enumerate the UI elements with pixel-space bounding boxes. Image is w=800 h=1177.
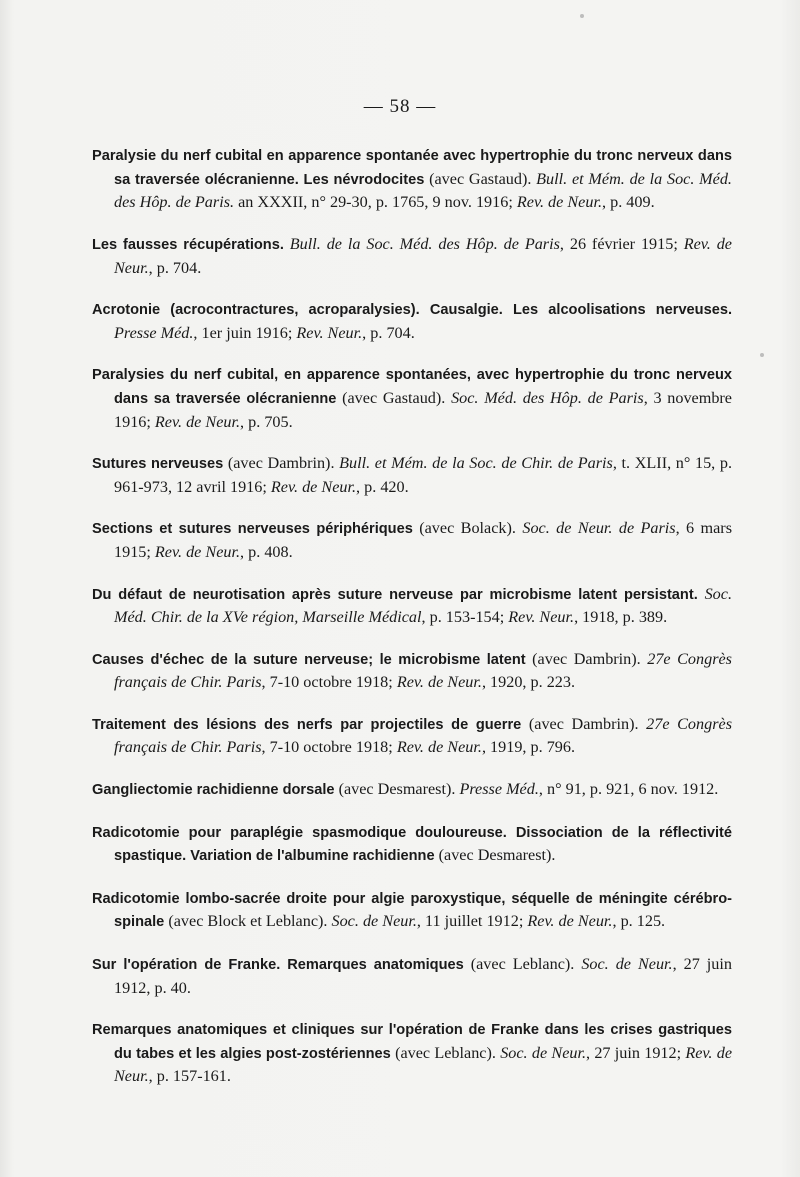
entry-journal: Rev. de Neur. — [154, 412, 241, 431]
page-number: — 58 — — [363, 96, 437, 117]
entry-reference: (avec Desmarest). — [338, 780, 460, 799]
speck-mark — [580, 14, 584, 18]
bibliography-entry — [92, 713, 732, 759]
entry-reference: , t. XLII, n° 15, p. 961-973, 12 avril 1916; — [114, 454, 732, 496]
bibliography-entry — [92, 648, 732, 694]
entry-reference: , 1920, p. 223. — [481, 673, 576, 692]
entry-title: Acrotonie (acrocontractures, acroparalysies). Causalgie. Les alcoolisations nerveuses. — [92, 302, 732, 319]
entry-title: Causes d'échec de la suture nerveuse; le microbisme latent — [92, 651, 533, 668]
bibliography-entry — [92, 583, 732, 629]
entry-journal: Soc. de Neur. — [331, 912, 417, 931]
entry-reference: (avec Leblanc). — [470, 955, 582, 974]
bibliography-entry — [92, 233, 732, 279]
entry-reference: , 7-10 octobre 1918; — [261, 673, 397, 692]
entry-reference: , 27 juin 1912; — [586, 1043, 686, 1062]
entry-reference: (avec Leblanc). — [395, 1043, 501, 1062]
entry-title: Paralysie du nerf cubital en apparence spontanée avec hypertrophie du tronc nerveux dans sa traversée olécranienne. Les névrodocites — [92, 148, 732, 188]
entry-journal: Rev. de Neur. — [396, 738, 482, 757]
bibliography-entry — [92, 363, 732, 433]
entry-reference: , p. 705. — [240, 412, 293, 431]
entry-journal: Rev. de Neur. — [114, 234, 732, 277]
entry-reference: , p. 704. — [362, 323, 415, 342]
entry-journal: Bull. et Mém. de la Soc. Méd. des Hôp. de Paris. — [114, 169, 732, 212]
bibliography-entry — [92, 452, 732, 498]
entry-journal: Bull. et Mém. de la Soc. de Chir. de Paris — [339, 454, 613, 473]
entry-journal: Presse Méd. — [114, 323, 194, 342]
entry-reference: , p. 408. — [240, 542, 293, 561]
entry-reference: , p. 409. — [602, 193, 655, 212]
entry-journal: Rev. de Neur. — [516, 193, 602, 212]
entry-reference: , 11 juillet 1912; — [416, 912, 528, 931]
entry-journal: Soc. de Neur. — [500, 1043, 587, 1062]
bibliography-entry — [92, 1018, 732, 1088]
entry-title: Radicotomie lombo-sacrée droite pour algie paroxystique, séquelle de méningite cérébro-spinale — [92, 890, 732, 931]
entry-title: Du défaut de neurotisation après suture nerveuse par microbisme latent persistant. — [92, 586, 705, 603]
entry-journal: Soc. Méd. Chir. de la XVe région, Marseille Médical — [114, 584, 732, 627]
entry-reference: (avec Dambrin). — [528, 714, 647, 733]
entry-journal: 27e Congrès français de Chir. Paris — [114, 714, 732, 757]
entry-title: Les fausses récupérations. — [92, 236, 290, 253]
entry-journal: Soc. de Neur. de Paris — [522, 519, 676, 538]
entry-reference: (avec Gastaud). — [342, 388, 452, 407]
entry-journal: Rev. de Neur. — [270, 477, 357, 496]
entry-reference: an XXXII, n° 29-30, p. 1765, 9 nov. 1916; — [234, 193, 517, 212]
entry-reference: , 26 février 1915; — [559, 234, 684, 253]
speck-mark — [760, 353, 764, 357]
bibliography-entry — [92, 953, 732, 999]
entry-reference: (avec Dambrin). — [532, 649, 648, 668]
entry-journal: Soc. Méd. des Hôp. de Paris — [451, 388, 644, 407]
entry-reference: (avec Desmarest). — [438, 846, 556, 865]
entry-reference: (avec Gastaud). — [429, 169, 537, 188]
entry-reference: , p. 153-154; — [421, 608, 509, 627]
entry-title: Paralysies du nerf cubital, en apparence spontanées, avec hypertrophie du tronc nerveux dans sa traversée olécranienne — [92, 367, 732, 407]
bibliography-list — [92, 128, 732, 1107]
bibliography-entry — [92, 778, 732, 802]
entry-reference: , p. 704. — [148, 258, 202, 277]
entry-journal: Rev. de Neur. — [527, 912, 613, 931]
entry-reference: , p. 157-161. — [148, 1067, 231, 1086]
entry-reference: , 7-10 octobre 1918; — [261, 738, 397, 757]
bibliography-entry — [92, 144, 732, 214]
entry-reference: (avec Bolack). — [419, 519, 523, 538]
entry-reference: , 6 mars 1915; — [114, 519, 732, 561]
entry-title: Remarques anatomiques et cliniques sur l'opération de Franke dans les crises gastriques du tabes et les algies post-zostériennes — [92, 1022, 732, 1062]
entry-reference: , n° 91, p. 921, 6 nov. 1912. — [538, 780, 719, 799]
entry-title: Sur l'opération de Franke. Remarques anatomiques — [92, 957, 471, 974]
entry-reference: , p. 420. — [356, 477, 409, 496]
entry-reference: , p. 125. — [612, 912, 666, 931]
entry-journal: 27e Congrès français de Chir. Paris — [114, 649, 732, 692]
bibliography-entry — [92, 298, 732, 344]
entry-journal: Rev. Neur. — [508, 608, 575, 627]
entry-reference: (avec Block et Leblanc). — [168, 912, 332, 931]
entry-reference: , 1919, p. 796. — [481, 738, 576, 757]
entry-reference: (avec Dambrin). — [227, 454, 340, 473]
bibliography-entry — [92, 821, 732, 868]
entry-journal: Bull. de la Soc. Méd. des Hôp. de Paris — [289, 234, 560, 253]
bibliography-entry — [92, 517, 732, 563]
entry-title: Sutures nerveuses — [92, 456, 228, 473]
entry-title: Sections et sutures nerveuses périphériques — [92, 521, 420, 538]
entry-reference: , 3 novembre 1916; — [114, 388, 732, 431]
bibliography-entry — [92, 887, 732, 934]
entry-journal: Rev. Neur. — [296, 323, 363, 342]
entry-reference: , 1918, p. 389. — [574, 608, 668, 627]
entry-title: Traitement des lésions des nerfs par projectiles de guerre — [92, 716, 529, 733]
entry-reference: , 1er juin 1916; — [193, 323, 297, 342]
entry-journal: Presse Méd. — [459, 780, 539, 799]
entry-title: Radicotomie pour paraplégie spasmodique douloureuse. Dissociation de la réflectivité spastique. Variation de l'albumine rachidienne — [92, 824, 732, 865]
entry-journal: Soc. de Neur. — [581, 955, 673, 974]
entry-journal: Rev. de Neur. — [396, 673, 482, 692]
entry-journal: Rev. de Neur. — [154, 542, 241, 561]
entry-reference: , 27 juin 1912, p. 40. — [114, 955, 732, 997]
entry-journal: Rev. de Neur. — [114, 1043, 732, 1086]
entry-title: Gangliectomie rachidienne dorsale — [92, 782, 339, 799]
